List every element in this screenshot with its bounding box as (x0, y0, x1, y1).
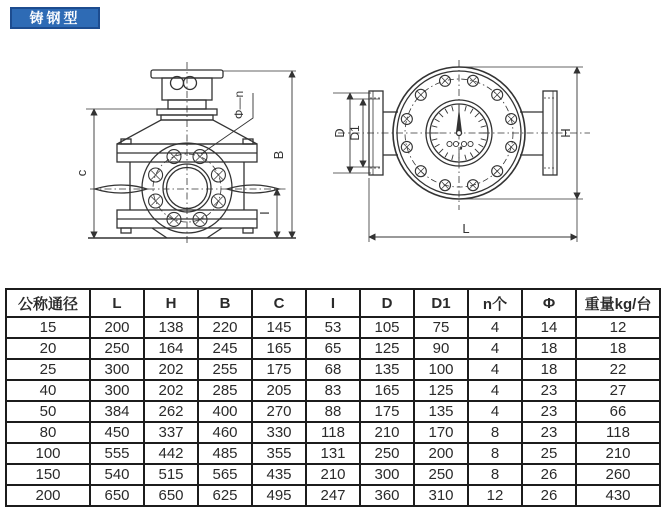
table-cell: 175 (360, 401, 414, 422)
table-cell: 135 (414, 401, 468, 422)
table-cell: 25 (522, 443, 576, 464)
table-header-row (6, 289, 660, 317)
table-cell: 100 (6, 443, 90, 464)
table-cell: 83 (306, 380, 360, 401)
table-cell: 430 (576, 485, 660, 506)
column-header: L (90, 289, 144, 317)
table-cell: 245 (198, 338, 252, 359)
table-cell: 118 (576, 422, 660, 443)
table-cell: 625 (198, 485, 252, 506)
dim-b-label: B (271, 150, 286, 160)
column-header: 公称通径 (6, 289, 90, 317)
dial-pivot (457, 131, 462, 136)
column-header: n个 (468, 289, 522, 317)
column-header: D1 (414, 289, 468, 317)
side-view (333, 60, 590, 242)
table-cell: 88 (306, 401, 360, 422)
table-cell: 285 (198, 380, 252, 401)
table-row (6, 422, 660, 443)
table-cell: 4 (468, 359, 522, 380)
dim-c-label: c (74, 169, 89, 177)
table-cell: 400 (198, 401, 252, 422)
table-cell: 565 (198, 464, 252, 485)
table-cell: 337 (144, 422, 198, 443)
table-cell: 150 (6, 464, 90, 485)
dimension-table (5, 288, 661, 507)
table-cell: 555 (90, 443, 144, 464)
table-cell: 8 (468, 464, 522, 485)
table-cell: 14 (522, 317, 576, 338)
table-cell: 125 (360, 338, 414, 359)
table-cell: 53 (306, 317, 360, 338)
table-row (6, 359, 660, 380)
table-cell: 250 (90, 338, 144, 359)
table-cell: 18 (522, 338, 576, 359)
table-cell: 330 (252, 422, 306, 443)
table-cell: 175 (252, 359, 306, 380)
table-cell: 75 (414, 317, 468, 338)
table-cell: 200 (90, 317, 144, 338)
table-cell: 202 (144, 380, 198, 401)
table-cell: 138 (144, 317, 198, 338)
table-cell: 300 (360, 464, 414, 485)
table-row (6, 380, 660, 401)
table-cell: 135 (360, 359, 414, 380)
table-cell: 18 (576, 338, 660, 359)
bolt-hole-callout-label: Φ—n (232, 90, 246, 120)
table-row (6, 485, 660, 506)
table-cell: 515 (144, 464, 198, 485)
table-cell: 310 (414, 485, 468, 506)
table-cell: 23 (522, 380, 576, 401)
flow-meter-drawing-svg (0, 50, 664, 250)
dim-h-label: H (558, 128, 573, 138)
table-cell: 260 (576, 464, 660, 485)
svg-text:,: , (460, 141, 463, 150)
table-row (6, 464, 660, 485)
table-cell: 460 (198, 422, 252, 443)
table-cell: 300 (90, 359, 144, 380)
column-header: B (198, 289, 252, 317)
type-badge-label: 铸钢型 (29, 10, 81, 26)
table-cell: 650 (144, 485, 198, 506)
table-cell: 200 (414, 443, 468, 464)
table-cell: 15 (6, 317, 90, 338)
column-header: D (360, 289, 414, 317)
table-row (6, 317, 660, 338)
table-cell: 118 (306, 422, 360, 443)
table-cell: 270 (252, 401, 306, 422)
table-cell: 27 (576, 380, 660, 401)
base-support-right (207, 228, 222, 238)
table-row (6, 401, 660, 422)
column-header: 重量kg/台 (576, 289, 660, 317)
table-cell: 8 (468, 443, 522, 464)
column-header: H (144, 289, 198, 317)
table-cell: 4 (468, 317, 522, 338)
table-cell: 435 (252, 464, 306, 485)
table-cell: 65 (306, 338, 360, 359)
table-cell: 165 (360, 380, 414, 401)
table-cell: 210 (360, 422, 414, 443)
table-cell: 442 (144, 443, 198, 464)
table-cell: 50 (6, 401, 90, 422)
table-cell: 202 (144, 359, 198, 380)
table-cell: 26 (522, 464, 576, 485)
dim-l-label: L (462, 221, 470, 236)
table-cell: 26 (522, 485, 576, 506)
table-cell: 540 (90, 464, 144, 485)
table-cell: 200 (6, 485, 90, 506)
table-cell: 23 (522, 422, 576, 443)
column-header: I (306, 289, 360, 317)
table-cell: 210 (306, 464, 360, 485)
table-cell: 131 (306, 443, 360, 464)
dim-d-label: D (332, 128, 347, 138)
table-cell: 450 (90, 422, 144, 443)
table-cell: 355 (252, 443, 306, 464)
technical-drawing (0, 50, 664, 250)
table-cell: 100 (414, 359, 468, 380)
table-row (6, 338, 660, 359)
table-row (6, 443, 660, 464)
column-header: C (252, 289, 306, 317)
table-cell: 80 (6, 422, 90, 443)
front-view (86, 62, 296, 244)
bolt-tab-bottom-left (121, 228, 131, 233)
table-cell: 68 (306, 359, 360, 380)
table-cell: 650 (90, 485, 144, 506)
table-cell: 262 (144, 401, 198, 422)
table-cell: 23 (522, 401, 576, 422)
table-cell: 22 (576, 359, 660, 380)
table-cell: 255 (198, 359, 252, 380)
table-cell: 12 (468, 485, 522, 506)
dim-d1-label: D1 (348, 125, 362, 141)
table-cell: 360 (360, 485, 414, 506)
table-cell: 20 (6, 338, 90, 359)
table-cell: 145 (252, 317, 306, 338)
dial-gauge (426, 100, 492, 166)
table-cell: 250 (360, 443, 414, 464)
table-cell: 4 (468, 401, 522, 422)
bolt-tab-bottom-right (243, 228, 253, 233)
table-cell: 164 (144, 338, 198, 359)
table-cell: 300 (90, 380, 144, 401)
type-badge (10, 7, 100, 29)
table-cell: 18 (522, 359, 576, 380)
table-cell: 40 (6, 380, 90, 401)
table-cell: 8 (468, 422, 522, 443)
table-cell: 205 (252, 380, 306, 401)
table-cell: 485 (198, 443, 252, 464)
table-cell: 247 (306, 485, 360, 506)
table-cell: 125 (414, 380, 468, 401)
table-cell: 495 (252, 485, 306, 506)
dial-counter-wheels (447, 141, 473, 150)
table-cell: 384 (90, 401, 144, 422)
table-cell: 105 (360, 317, 414, 338)
table-cell: 12 (576, 317, 660, 338)
table-cell: 4 (468, 380, 522, 401)
base-support-left (152, 228, 167, 238)
table-cell: 25 (6, 359, 90, 380)
table-cell: 250 (414, 464, 468, 485)
table-cell: 4 (468, 338, 522, 359)
table-cell: 90 (414, 338, 468, 359)
table-cell: 220 (198, 317, 252, 338)
table-cell: 165 (252, 338, 306, 359)
table-cell: 170 (414, 422, 468, 443)
dim-i-label: I (257, 211, 272, 215)
column-header: Φ (522, 289, 576, 317)
table-cell: 210 (576, 443, 660, 464)
table-cell: 66 (576, 401, 660, 422)
